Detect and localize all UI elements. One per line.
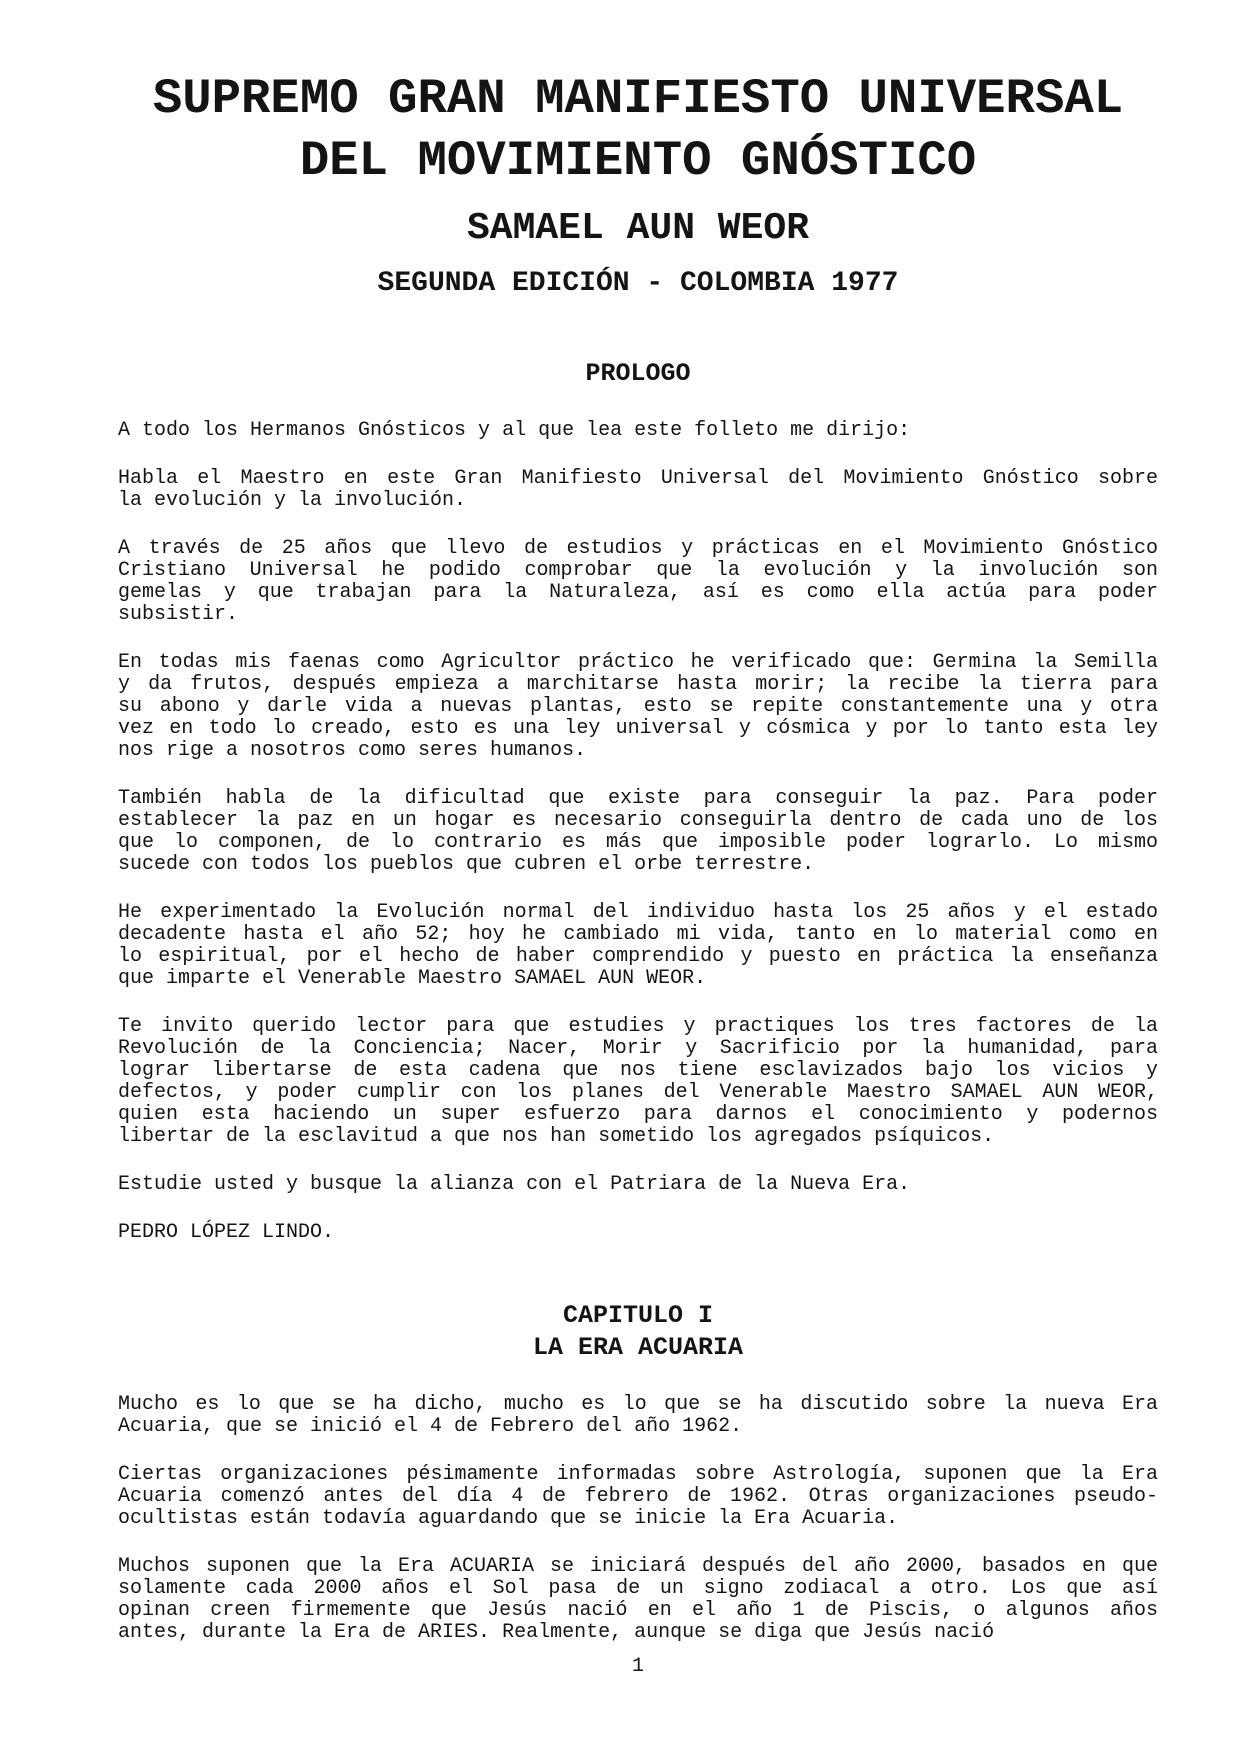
paragraph-line: la evolución y la involución. (118, 489, 467, 512)
section (118, 358, 1158, 1244)
section-heading (118, 1300, 1158, 1364)
paragraph (118, 1174, 1158, 1196)
section (118, 1300, 1158, 1644)
paragraph (118, 652, 1158, 762)
section-heading (118, 358, 1158, 390)
paragraph-line: ocultistas están todavía aguardando que se inicie la Era Acuaria. (118, 1507, 899, 1530)
paragraph-line: A todo los Hermanos Gnósticos y al que lea este folleto me dirijo: (118, 419, 911, 442)
paragraph-line: solamente cada 2000 años el Sol pasa de un signo zodiacal a otro. Los que así (118, 1577, 1158, 1600)
edition-line: SEGUNDA EDICIÓN - COLOMBIA 1977 (377, 268, 899, 299)
author-name: SAMAEL AUN WEOR (466, 207, 810, 250)
paragraph-line: lograr libertarse de esta cadena que nos tiene esclavizados bajo los vicios y (118, 1059, 1158, 1082)
title-line: DEL MOVIMIENTO GNÓSTICO (299, 133, 977, 189)
paragraph-line: En todas mis faenas como Agricultor práctico he verificado que: Germina la Semilla (118, 651, 1158, 674)
paragraph-line: libertar de la esclavitud a que nos han sometido los agregados psíquicos. (118, 1125, 995, 1148)
paragraph-line: Acuaria comenzó antes del día 4 de febrero de 1962. Otras organizaciones pseudo- (118, 1485, 1158, 1508)
paragraph-line: sucede con todos los pueblos que cubren el orbe terrestre. (118, 853, 815, 876)
paragraph-line: decadente hasta el año 52; hoy he cambiado mi vida, tanto en lo material como en (118, 923, 1158, 946)
paragraph-line: Te invito querido lector para que estudies y practiques los tres factores de la (118, 1015, 1158, 1038)
paragraph-line: vez en todo lo creado, esto es una ley universal y cósmica y por lo tanto esta ley (118, 717, 1158, 740)
paragraph-line: Revolución de la Conciencia; Nacer, Morir y Sacrificio por la humanidad, para (118, 1037, 1158, 1060)
paragraph (118, 420, 1158, 442)
paragraph-line: Estudie usted y busque la alianza con el Patriara de la Nueva Era. (118, 1173, 911, 1196)
paragraph-line: Muchos suponen que la Era ACUARIA se iniciará después del año 2000, basados en que (118, 1555, 1158, 1578)
paragraph (118, 1222, 1158, 1244)
section-heading-line: CAPITULO I (562, 1301, 714, 1330)
section-heading-line: LA ERA ACUARIA (532, 1333, 744, 1362)
paragraph-line: establecer la paz en un hogar es necesario conseguirla dentro de cada uno de los (118, 809, 1158, 832)
section-heading-line: PROLOGO (585, 359, 691, 388)
paragraph-line: que lo componen, de lo contrario es más que imposible poder lograrlo. Lo mismo (118, 831, 1158, 854)
title-line: SUPREMO GRAN MANIFIESTO UNIVERSAL (152, 71, 1124, 127)
paragraph-line: y da frutos, después empieza a marchitarse hasta morir; la recibe la tierra para (118, 673, 1158, 696)
paragraph-line: Cristiano Universal he podido comprobar que la evolución y la involución son (118, 559, 1158, 582)
paragraph-line: quien esta haciendo un super esfuerzo para darnos el conocimiento y podernos (118, 1103, 1158, 1126)
paragraph-line: A través de 25 años que llevo de estudios y prácticas en el Movimiento Gnóstico (118, 537, 1158, 560)
paragraph-line: que imparte el Venerable Maestro SAMAEL AUN WEOR. (118, 967, 707, 990)
paragraph-line: Mucho es lo que se ha dicho, mucho es lo que se ha discutido sobre la nueva Era (118, 1393, 1158, 1416)
paragraph-line: defectos, y poder cumplir con los planes del Venerable Maestro SAMAEL AUN WEOR, (118, 1081, 1158, 1104)
paragraph (118, 1464, 1158, 1530)
document-body (118, 358, 1158, 1644)
paragraph-line: Habla el Maestro en este Gran Manifiesto Universal del Movimiento Gnóstico sobre (118, 467, 1158, 490)
paragraph-line: su abono y darle vida a nuevas plantas, esto se repite constantemente una y otra (118, 695, 1158, 718)
paragraph-line: gemelas y que trabajan para la Naturaleza, así es como ella actúa para poder (118, 581, 1158, 604)
paragraph (118, 902, 1158, 990)
paragraph-line: antes, durante la Era de ARIES. Realmente, aunque se diga que Jesús nació (118, 1621, 995, 1644)
paragraph-line: lo espiritual, por el hecho de haber comprendido y puesto en práctica la enseñanza (118, 945, 1158, 968)
paragraph (118, 538, 1158, 626)
paragraph-line: nos rige a nosotros como seres humanos. (118, 739, 587, 762)
paragraph-line: He experimentado la Evolución normal del individuo hasta los 25 años y el estado (118, 901, 1158, 924)
paragraph (118, 788, 1158, 876)
paragraph (118, 1394, 1158, 1438)
page-number: 1 (631, 1655, 644, 1678)
paragraph (118, 1016, 1158, 1148)
paragraph-line: subsistir. (118, 603, 239, 626)
document-title (118, 68, 1158, 192)
paragraph-line: Acuaria, que se inició el 4 de Febrero del año 1962. (118, 1415, 743, 1438)
paragraph (118, 1556, 1158, 1644)
paragraph-line: También habla de la dificultad que existe para conseguir la paz. Para poder (118, 787, 1158, 810)
paragraph-line: PEDRO LÓPEZ LINDO. (118, 1221, 335, 1244)
paragraph (118, 468, 1158, 512)
paragraph-line: opinan creen firmemente que Jesús nació en el año 1 de Piscis, o algunos años (118, 1599, 1158, 1622)
paragraph-line: Ciertas organizaciones pésimamente informadas sobre Astrología, suponen que la Era (118, 1463, 1158, 1486)
